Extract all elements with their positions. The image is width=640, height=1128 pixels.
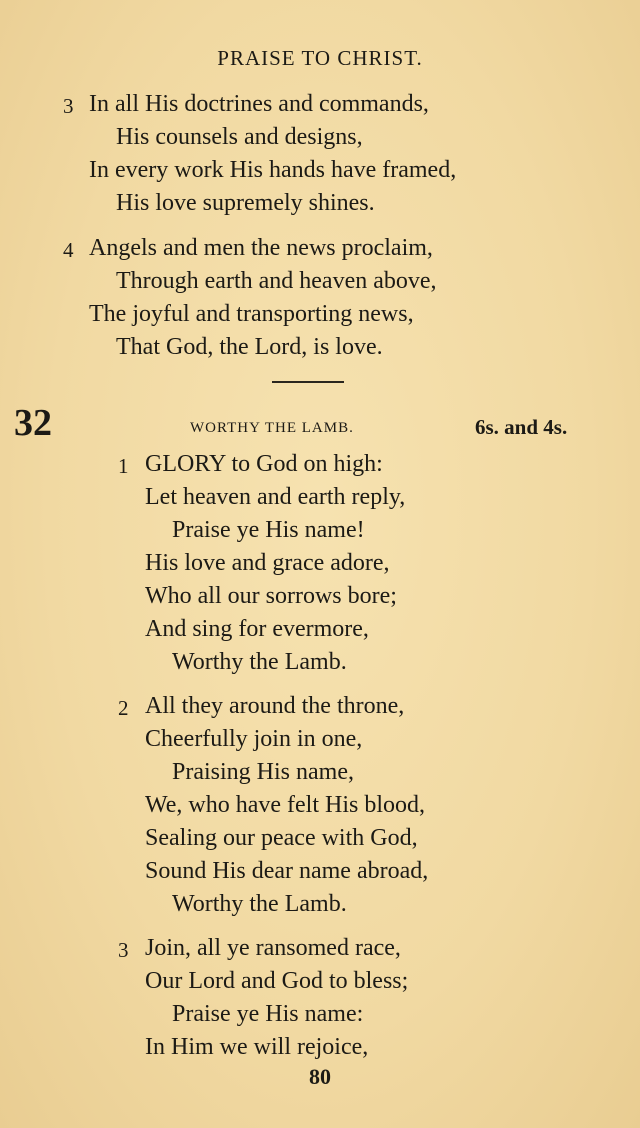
hymn-line: Worthy the Lamb. [172,891,347,917]
hymn-line: Praise ye His name! [172,517,365,543]
hymn-line: Join, all ye ransomed race, [145,935,401,961]
hymn-line: Who all our sorrows bore; [145,583,397,609]
hymn-line: We, who have felt His blood, [145,792,426,818]
hymn-line: His counsels and designs, [116,124,363,150]
hymn-line: Let heaven and earth reply, [145,484,406,510]
hymn-line: Through earth and heaven above, [116,268,437,294]
hymn-meter: 6s. and 4s. [475,415,568,439]
hymn-line: In Him we will rejoice, [145,1034,369,1060]
hymn-line: His love supremely shines. [116,190,375,216]
stanza-number: 4 [63,238,74,262]
hymn-line: All they around the throne, [145,693,405,719]
stanza-number: 3 [118,938,129,962]
stanza-number: 3 [63,94,74,118]
hymn-line: In every work His hands have framed, [89,157,457,183]
hymn-line: GLORY to God on high: [145,451,383,477]
hymn-line: The joyful and transporting news, [89,301,414,327]
hymn-line: His love and grace adore, [145,550,390,576]
stanza-number: 1 [118,454,129,478]
hymn-line: Angels and men the news proclaim, [89,235,433,261]
section-divider [272,381,344,383]
hymn-line: Praise ye His name: [172,1001,364,1027]
hymn-number: 32 [14,402,52,444]
hymn-line: And sing for evermore, [145,616,369,642]
running-header: PRAISE TO CHRIST. [217,46,423,70]
hymn-line: Cheerfully join in one, [145,726,363,752]
hymn-title: WORTHY THE LAMB. [190,420,354,436]
hymn-line: Praising His name, [172,759,354,785]
hymn-line: In all His doctrines and commands, [89,91,429,117]
hymn-line: Sealing our peace with God, [145,825,418,851]
hymn-line: That God, the Lord, is love. [116,334,383,360]
hymn-line: Our Lord and God to bless; [145,968,409,994]
stanza-number: 2 [118,696,129,720]
page-number: 80 [309,1064,331,1089]
hymn-line: Worthy the Lamb. [172,649,347,675]
hymn-line: Sound His dear name abroad, [145,858,429,884]
